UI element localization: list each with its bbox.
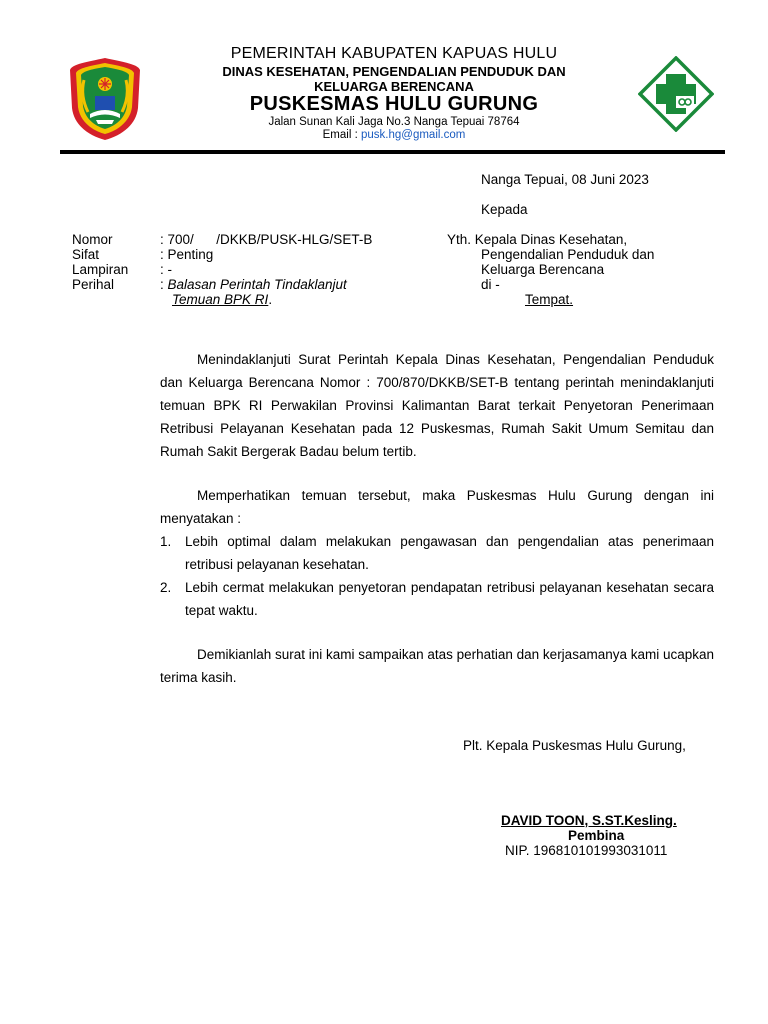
- recipient-line5: Tempat.: [525, 292, 574, 307]
- list-number: 1.: [160, 534, 172, 549]
- meta-value-lampiran: : -: [160, 262, 172, 277]
- perihal-line2: Temuan BPK RI: [172, 292, 269, 307]
- meta-value-perihal: [160, 277, 347, 292]
- body-paragraph-2: Memperhatikan temuan tersebut, maka Puskesmas Hulu Gurung dengan ini menyatakan :: [160, 488, 714, 526]
- kepada-label: Kepada: [481, 202, 528, 217]
- meta-value-nomor: : 700/ /DKKB/PUSK-HLG/SET-B: [160, 232, 373, 247]
- list-text: Lebih cermat melakukan penyetoran pendapatan retribusi pelayanan kesehatan secara tepat waktu.: [185, 580, 714, 618]
- puskesmas-cross-icon: [638, 56, 714, 132]
- place-date: Nanga Tepuai, 08 Juni 2023: [481, 172, 649, 187]
- regency-emblem-logo: [68, 56, 142, 142]
- header-email: [150, 129, 638, 141]
- meta-value-perihal-line2: [172, 292, 272, 307]
- meta-label-lampiran: Lampiran: [72, 262, 129, 277]
- perihal-prefix: :: [160, 277, 168, 292]
- body-paragraph-3: Demikianlah surat ini kami sampaikan atas perhatian dan kerjasamanya kami ucapkan terima kasih.: [160, 647, 715, 685]
- email-value: pusk.hg@gmail.com: [361, 129, 466, 141]
- perihal-line2-suffix: .: [268, 292, 273, 307]
- recipient-line1: Yth. Kepala Dinas Kesehatan,: [447, 232, 628, 247]
- perihal-line1: Balasan Perintah Tindaklanjut: [167, 277, 347, 292]
- header-agency-line2: KELUARGA BERENCANA: [314, 79, 474, 94]
- list-item: [160, 530, 714, 576]
- list-item: [160, 576, 714, 622]
- meta-label-sifat: Sifat: [72, 247, 100, 262]
- meta-value-sifat: : Penting: [160, 247, 214, 262]
- header-address: Jalan Sunan Kali Jaga No.3 Nanga Tepuai 78764: [268, 116, 520, 128]
- list-number: 2.: [160, 580, 172, 595]
- header-title: PUSKESMAS HULU GURUNG: [249, 93, 539, 115]
- regency-emblem-icon: [68, 56, 142, 142]
- recipient-line3: Keluarga Berencana: [481, 262, 605, 277]
- signatory-nip: NIP. 196810101993031011: [505, 843, 668, 858]
- list-text: Lebih optimal dalam melakukan pengawasan dan pengendalian atas penerimaan retribusi pelayanan kesehatan.: [185, 534, 714, 572]
- body-paragraph-1: Menindaklanjuti Surat Perintah Kepala Dinas Kesehatan, Pengendalian Penduduk dan Keluarga Berencana Nomor : 700/870/DKKB/SET-B tentang perintah menindaklanjuti temuan BPK RI Perwakilan Provinsi Kalimantan Barat terkait Penyetoran Penerimaan Retribusi Pelayanan Kesehatan pada 12 Puskesmas, Rumah Sakit Umum Semitau dan Rumah Sakit Bergerak Badau belum tertib.: [160, 352, 714, 459]
- meta-label-perihal: Perihal: [72, 277, 115, 292]
- header-agency-line1: DINAS KESEHATAN, PENGENDALIAN PENDUDUK DAN: [222, 64, 566, 79]
- meta-label-nomor: Nomor: [72, 232, 113, 247]
- signature-title: Plt. Kepala Puskesmas Hulu Gurung,: [463, 738, 686, 753]
- recipient-line4: di -: [481, 277, 500, 292]
- email-label: Email :: [322, 129, 358, 141]
- signatory-name: DAVID TOON, S.ST.Kesling.: [501, 813, 677, 828]
- signatory-rank: Pembina: [568, 828, 625, 843]
- recipient-line2: Pengendalian Penduduk dan: [481, 247, 655, 262]
- puskesmas-logo: [638, 56, 714, 132]
- header-government: PEMERINTAH KABUPATEN KAPUAS HULU: [230, 45, 558, 62]
- header-divider: [60, 150, 725, 154]
